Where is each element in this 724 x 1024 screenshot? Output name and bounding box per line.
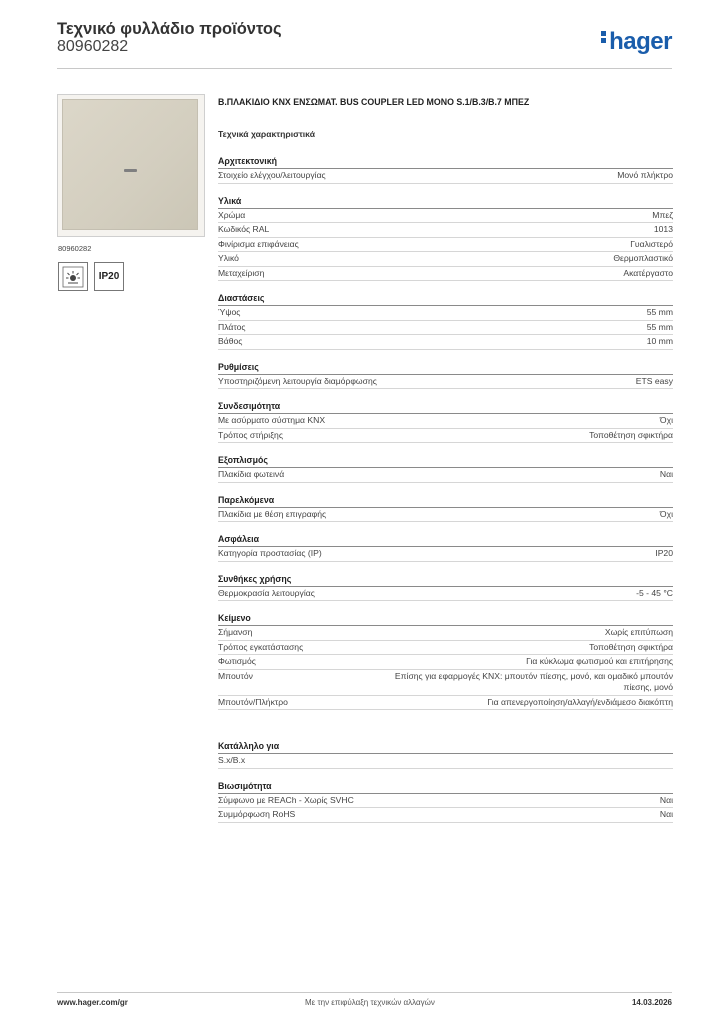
spec-label: Τρόπος στήριξης — [218, 429, 283, 440]
logo-dots-icon — [601, 29, 607, 45]
spec-value: Για απενεργοποίηση/αλλαγή/ενδιάμεσο διακόπτη — [487, 696, 673, 707]
spec-section — [218, 454, 673, 483]
spec-value: Όχι — [659, 508, 673, 519]
spec-row — [218, 641, 673, 656]
spec-label: Μεταχείριση — [218, 267, 265, 278]
spec-value: Ακατέργαστο — [623, 267, 673, 278]
spec-sections — [218, 155, 673, 823]
spec-section — [218, 740, 673, 769]
spec-row — [218, 547, 673, 562]
spec-section — [218, 780, 673, 823]
spec-row — [218, 209, 673, 224]
spec-label: Συμμόρφωση RoHS — [218, 809, 296, 819]
spec-label: Σήμανση — [218, 627, 253, 637]
spec-value: Ναι — [659, 469, 673, 479]
spec-row — [218, 223, 673, 238]
section-title: Βιωσιμότητα — [218, 780, 673, 794]
spec-section — [218, 494, 673, 523]
spec-value: ETS easy — [635, 375, 673, 386]
spec-label: Με ασύρματο σύστημα KNX — [218, 415, 326, 425]
spec-label: Φωτισμός — [218, 656, 256, 666]
spec-label: Υλικό — [218, 253, 239, 263]
footer-divider — [57, 992, 672, 993]
spec-label: Χρώμα — [218, 209, 246, 220]
spec-row — [218, 655, 673, 670]
spec-section — [218, 533, 673, 562]
logo-text: hager — [609, 28, 672, 55]
spec-row — [218, 238, 673, 253]
footer-notice: Με την επιφύλαξη τεχνικών αλλαγών — [305, 998, 435, 1007]
spec-row — [218, 670, 673, 696]
lamp-icon — [58, 262, 88, 291]
spec-row — [218, 335, 673, 350]
section-title: Συνδεσιμότητα — [218, 400, 673, 414]
led-indicator-icon — [124, 169, 137, 172]
spec-section — [218, 361, 673, 390]
spec-value: Μονό πλήκτρο — [617, 170, 673, 180]
spec-value: Γυαλιστερό — [630, 238, 673, 249]
spec-label: Φινίρισμα επιφάνειας — [218, 238, 299, 249]
spec-row — [218, 696, 673, 711]
spec-label: S.x/B.x — [218, 755, 246, 765]
section-title: Διαστάσεις — [218, 292, 673, 306]
spec-row — [218, 626, 673, 641]
header-divider — [57, 68, 672, 69]
spec-value: Για κύκλωμα φωτισμού και επιτήρησης — [526, 656, 673, 666]
section-title: Παρελκόμενα — [218, 494, 673, 508]
section-title: Κείμενο — [218, 612, 673, 626]
spec-label: Πλακίδια φωτεινά — [218, 469, 285, 479]
spec-label: Κωδικός RAL — [218, 224, 270, 234]
section-title: Ρυθμίσεις — [218, 361, 673, 375]
spec-label: Υποστηριζόμενη λειτουργία διαμόρφωσης — [218, 375, 377, 386]
spec-row — [218, 169, 673, 184]
spec-section — [218, 573, 673, 602]
spec-label: Τρόπος εγκατάστασης — [218, 641, 304, 652]
spec-value: Τοποθέτηση σφικτήρα — [589, 641, 673, 652]
section-title: Υλικά — [218, 195, 673, 209]
spec-value: 1013 — [653, 224, 673, 234]
ip-rating-badge: IP20 — [94, 262, 124, 291]
spec-value: 55 mm — [646, 307, 673, 317]
spec-value: Ναι — [659, 794, 673, 805]
section-title: Εξοπλισμός — [218, 454, 673, 468]
spec-value: Επίσης για εφαρμογές KNX: μπουτόν πίεσης, μονό, και ομαδικό μπουτόν πίεσης, μονό — [394, 670, 673, 692]
spec-value: Χωρίς επιτύπωση — [604, 627, 673, 637]
spec-row — [218, 794, 673, 809]
spec-label: Μπουτόν — [218, 670, 253, 681]
spec-value: Όχι — [659, 415, 673, 425]
spec-row — [218, 321, 673, 336]
spec-row — [218, 468, 673, 483]
spec-value: Τοποθέτηση σφικτήρα — [589, 429, 673, 440]
spec-row — [218, 267, 673, 282]
section-title: Ασφάλεια — [218, 533, 673, 547]
hager-logo — [601, 28, 672, 56]
spec-value: -5 - 45 °C — [636, 587, 673, 598]
spec-label: Μπουτόν/Πλήκτρο — [218, 696, 288, 707]
spec-sheet — [218, 97, 673, 834]
spec-label: Ύψος — [218, 307, 241, 317]
spec-row — [218, 587, 673, 602]
spec-label: Πλακίδια με θέση επιγραφής — [218, 508, 327, 519]
spec-section — [218, 155, 673, 184]
spec-value: 55 mm — [646, 321, 673, 332]
section-title: Κατάλληλο για — [218, 740, 673, 754]
product-title: Β.ΠΛΑΚΙΔΙΟ KNX ΕΝΣΩΜΑΤ. BUS COUPLER LED MONO S.1/B.3/B.7 ΜΠΕΖ — [218, 97, 530, 107]
spec-value: IP20 — [655, 548, 673, 558]
spec-label: Κατηγορία προστασίας (IP) — [218, 548, 322, 558]
spec-row — [218, 414, 673, 429]
product-image — [57, 94, 205, 237]
footer-date: 14.03.2026 — [631, 998, 672, 1007]
spec-row — [218, 306, 673, 321]
section-title: Συνθήκες χρήσης — [218, 573, 673, 587]
image-caption: 80960282 — [58, 244, 92, 253]
spec-row — [218, 429, 673, 444]
spec-label: Βάθος — [218, 336, 243, 346]
spec-value: Μπεζ — [652, 209, 673, 220]
product-code: 80960282 — [57, 38, 129, 55]
spec-value: Θερμοπλαστικό — [613, 253, 673, 263]
spec-row — [218, 252, 673, 267]
spec-label: Πλάτος — [218, 321, 246, 332]
tech-specs-heading: Τεχνικά χαρακτηριστικά — [218, 129, 315, 139]
spec-value: Ναι — [659, 809, 673, 819]
document-title: Τεχνικό φυλλάδιο προϊόντος — [57, 20, 282, 38]
spec-section — [218, 195, 673, 282]
spec-label: Σύμφωνο με REACh - Χωρίς SVHC — [218, 794, 354, 805]
product-plate — [62, 99, 198, 230]
spec-row — [218, 754, 673, 769]
spec-value: 10 mm — [646, 336, 673, 346]
spec-row — [218, 508, 673, 523]
spec-section — [218, 400, 673, 443]
spec-section — [218, 292, 673, 350]
spec-label: Στοιχείο ελέγχου/λειτουργίας — [218, 170, 326, 180]
section-title: Αρχιτεκτονική — [218, 155, 673, 169]
footer-website-link[interactable]: www.hager.com/gr — [57, 998, 128, 1007]
spec-label: Θερμοκρασία λειτουργίας — [218, 587, 315, 598]
spec-row — [218, 375, 673, 390]
spec-section — [218, 612, 673, 710]
spec-row — [218, 808, 673, 823]
